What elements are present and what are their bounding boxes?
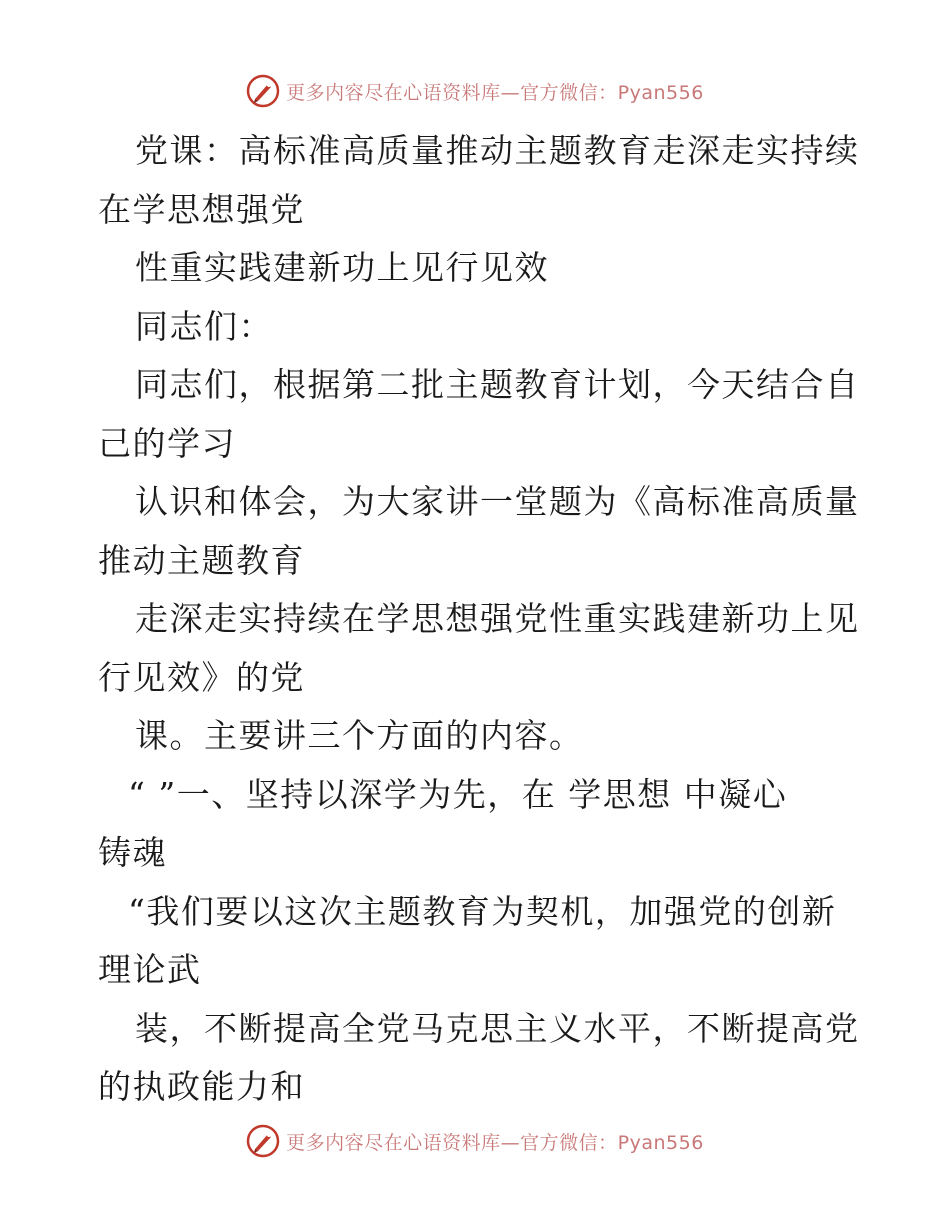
header-watermark <box>0 74 950 108</box>
pen-logo-icon <box>246 74 280 108</box>
section-heading-1: “ ”一、坚持以深学为先，在 学思想 中凝心 <box>128 774 788 814</box>
paragraph-line: “我们要以这次主题教育为契机，加强党的创新 <box>128 891 837 931</box>
watermark-text: 更多内容尽在心语资料库—官方微信：Pyan556 <box>286 1131 704 1154</box>
paragraph-line: 装，不断提高全党马克思主义水平，不断提高党 <box>135 1008 860 1048</box>
title-line-1: 党课：高标准高质量推动主题教育走深走实持续 <box>135 131 860 170</box>
watermark-text: 更多内容尽在心语资料库—官方微信：Pyan556 <box>286 81 704 104</box>
title-line-3: 性重实践建新功上见行见效 <box>135 248 549 287</box>
paragraph-line: 课。主要讲三个方面的内容。 <box>135 716 584 755</box>
paragraph-line: 走深走实持续在学思想强党性重实践建新功上见 <box>135 599 860 638</box>
greeting: 同志们： <box>135 306 273 346</box>
paragraph-line: 的执政能力和 <box>98 1067 305 1106</box>
paragraph-line: 推动主题教育 <box>98 540 305 580</box>
footer-watermark <box>0 1124 950 1158</box>
paragraph-line: 同志们，根据第二批主题教育计划，今天结合自 <box>135 365 860 404</box>
title-line-2: 在学思想强党 <box>98 189 305 229</box>
section-heading-1-cont: 铸魂 <box>98 833 167 872</box>
pen-logo-icon <box>246 1124 280 1158</box>
paragraph-line: 行见效》的党 <box>98 657 305 697</box>
paragraph-line: 己的学习 <box>98 423 236 463</box>
paragraph-line: 理论武 <box>98 950 202 989</box>
document-body <box>98 122 858 1117</box>
paragraph-line: 认识和体会，为大家讲一堂题为《高标准高质量 <box>135 482 860 521</box>
